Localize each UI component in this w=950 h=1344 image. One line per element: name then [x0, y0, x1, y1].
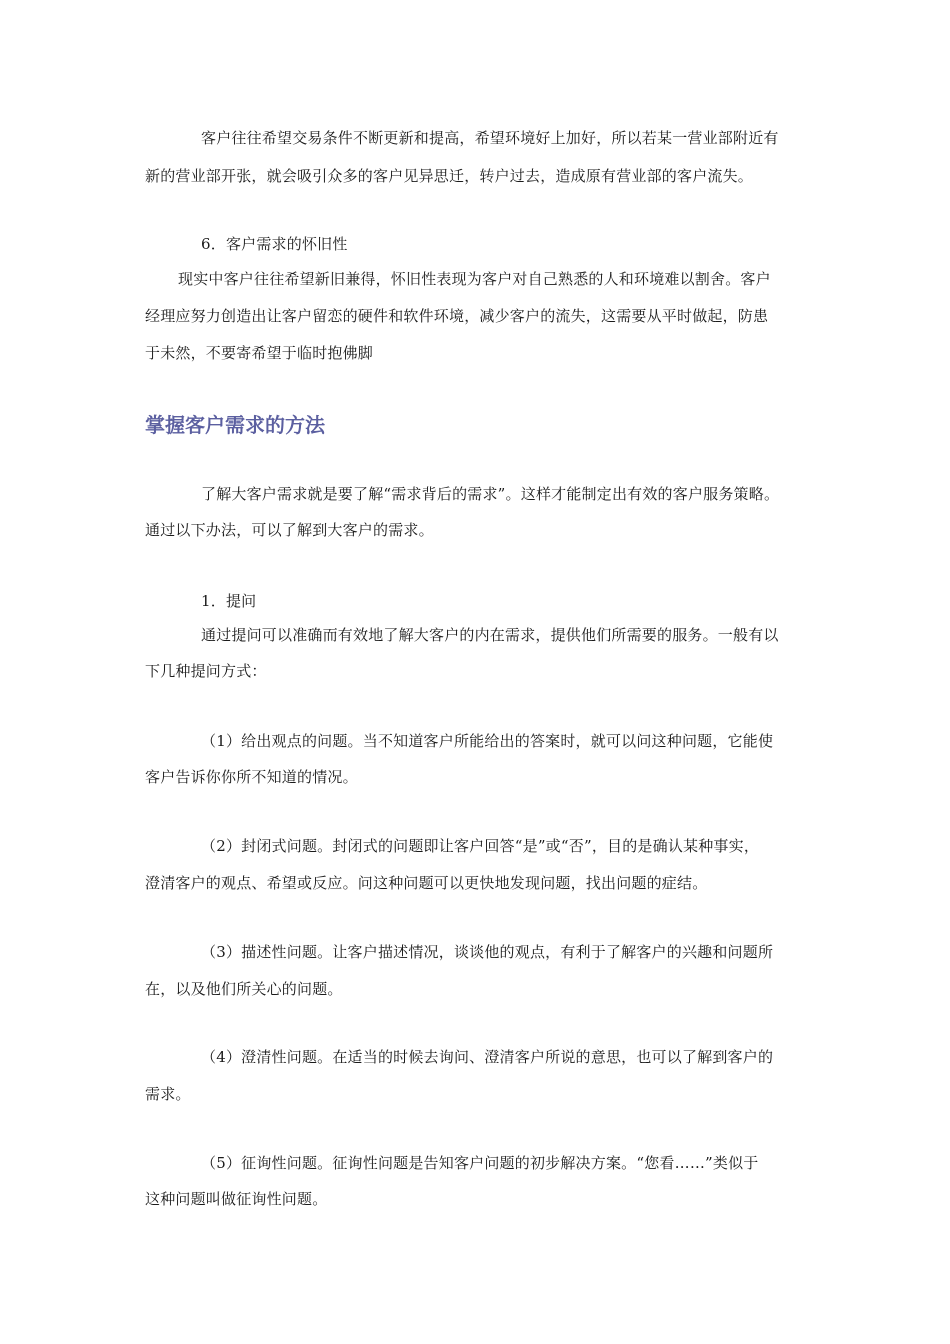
section-title: 1．提问: [201, 592, 257, 610]
list-item-line: 客户告诉你你所不知道的情况。: [145, 768, 358, 786]
paragraph-line: 通过以下办法，可以了解到大客户的需求。: [145, 521, 434, 539]
paragraph-line: 了解大客户需求就是要了解“需求背后的需求”。这样才能制定出有效的客户服务策略。: [201, 485, 780, 503]
list-item-line: 需求。: [145, 1085, 191, 1103]
paragraph-line: 现实中客户往往希望新旧兼得，怀旧性表现为客户对自己熟悉的人和环境难以割舍。客户: [178, 270, 771, 288]
paragraph-line: 通过提问可以准确而有效地了解大客户的内在需求，提供他们所需要的服务。一般有以: [201, 626, 779, 644]
paragraph-line: 于未然，不要寄希望于临时抱佛脚: [145, 344, 374, 362]
list-item-line: 这种问题叫做征询性问题。: [145, 1190, 328, 1208]
list-item-line: （2）封闭式问题。封闭式的问题即让客户回答“是”或“否”，目的是确认某种事实，: [201, 837, 760, 855]
list-item-line: （3）描述性问题。让客户描述情况，谈谈他的观点，有利于了解客户的兴趣和问题所: [201, 943, 774, 961]
paragraph-line: 新的营业部开张，就会吸引众多的客户见异思迁，转户过去，造成原有营业部的客户流失。: [145, 167, 754, 185]
section-heading: 掌握客户需求的方法: [145, 413, 325, 437]
paragraph-line: 经理应努力创造出让客户留恋的硬件和软件环境，减少客户的流失，这需要从平时做起，防患: [145, 307, 769, 325]
list-item-line: （5）征询性问题。征询性问题是告知客户问题的初步解决方案。“您看……”类似于: [201, 1154, 759, 1172]
list-item-line: （1）给出观点的问题。当不知道客户所能给出的答案时，就可以问这种问题，它能使: [201, 732, 774, 750]
list-item-line: 澄清客户的观点、希望或反应。问这种问题可以更快地发现问题，找出问题的症结。: [145, 874, 708, 892]
paragraph-line: 客户往往希望交易条件不断更新和提高，希望环境好上加好，所以若某一营业部附近有: [201, 129, 779, 147]
list-item-line: 在，以及他们所关心的问题。: [145, 980, 343, 998]
list-item-line: （4）澄清性问题。在适当的时候去询问、澄清客户所说的意思，也可以了解到客户的: [201, 1048, 774, 1066]
paragraph-line: 下几种提问方式：: [145, 662, 267, 680]
section-title: 6．客户需求的怀旧性: [201, 235, 348, 253]
